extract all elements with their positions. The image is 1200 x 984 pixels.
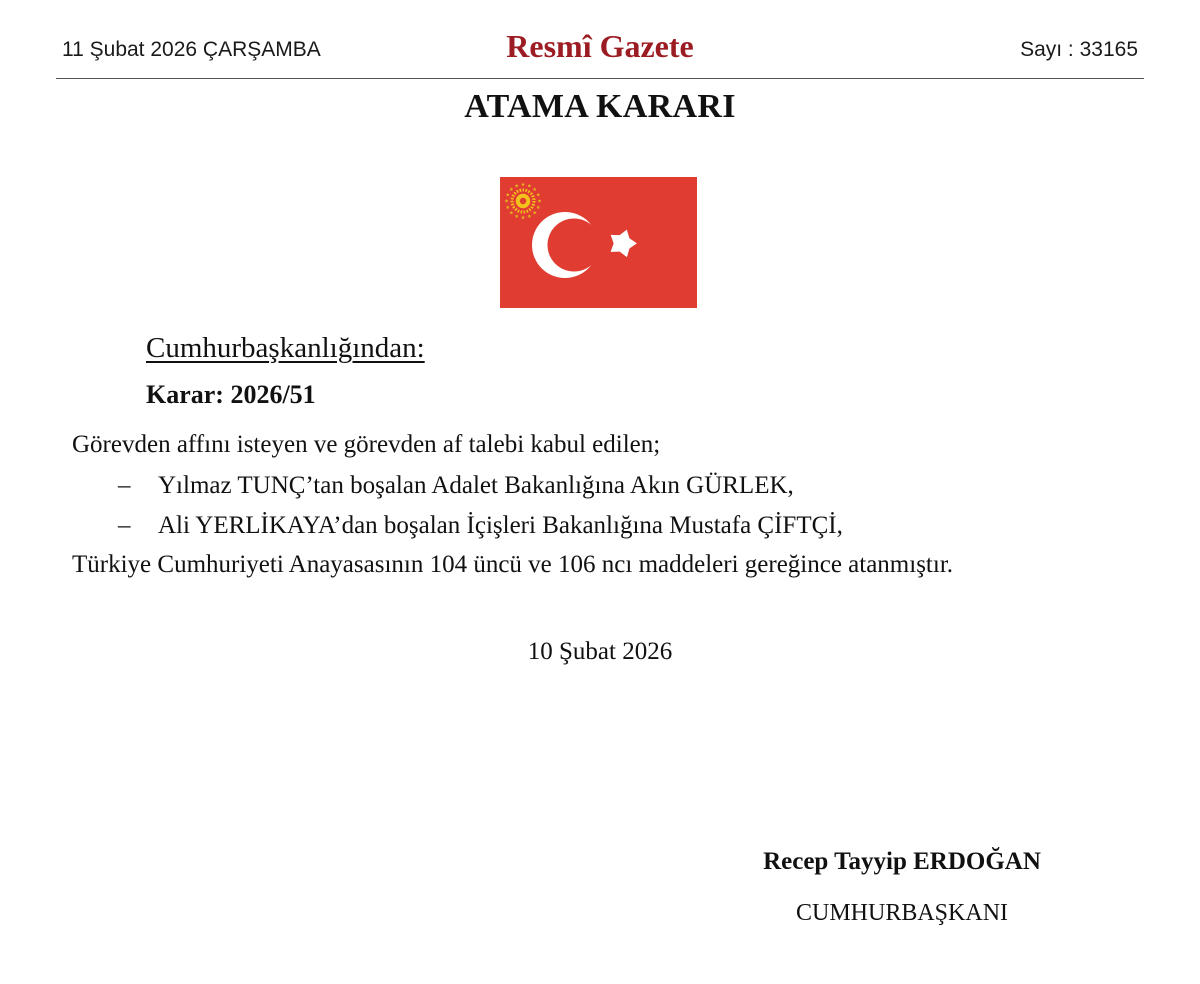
intro-paragraph: Görevden affını isteyen ve görevden af talebi kabul edilen; (72, 431, 661, 458)
issue-date: 11 Şubat 2026 ÇARŞAMBA (62, 38, 321, 61)
signer-name: Recep Tayyip ERDOĞAN (763, 848, 1041, 875)
masthead-divider (56, 78, 1144, 79)
document-title: ATAMA KARARI (464, 88, 736, 125)
closing-paragraph: Türkiye Cumhuriyeti Anayasasının 104 üncü ve 106 ncı maddeleri gereğince atanmıştır. (72, 551, 954, 578)
gazette-title: Resmî Gazete (506, 28, 694, 64)
presidential-flag-icon (500, 177, 697, 308)
issue-number: Sayı : 33165 (1020, 38, 1138, 61)
appointment-item (118, 472, 794, 500)
appointment-text: Ali YERLİKAYA’dan boşalan İçişleri Bakanlığına Mustafa ÇİFTÇİ, (158, 512, 843, 539)
appointment-item (118, 512, 843, 540)
decision-date: 10 Şubat 2026 (527, 638, 673, 665)
list-dash: – (118, 512, 131, 539)
signer-title: CUMHURBAŞKANI (795, 900, 1009, 926)
crescent-inner (548, 219, 601, 272)
decision-number: Karar: 2026/51 (146, 380, 316, 409)
masthead (62, 28, 1138, 78)
issuing-authority: Cumhurbaşkanlığından: (146, 332, 425, 364)
list-dash: – (118, 472, 131, 499)
appointment-text: Yılmaz TUNÇ’tan boşalan Adalet Bakanlığına Akın GÜRLEK, (158, 472, 794, 499)
